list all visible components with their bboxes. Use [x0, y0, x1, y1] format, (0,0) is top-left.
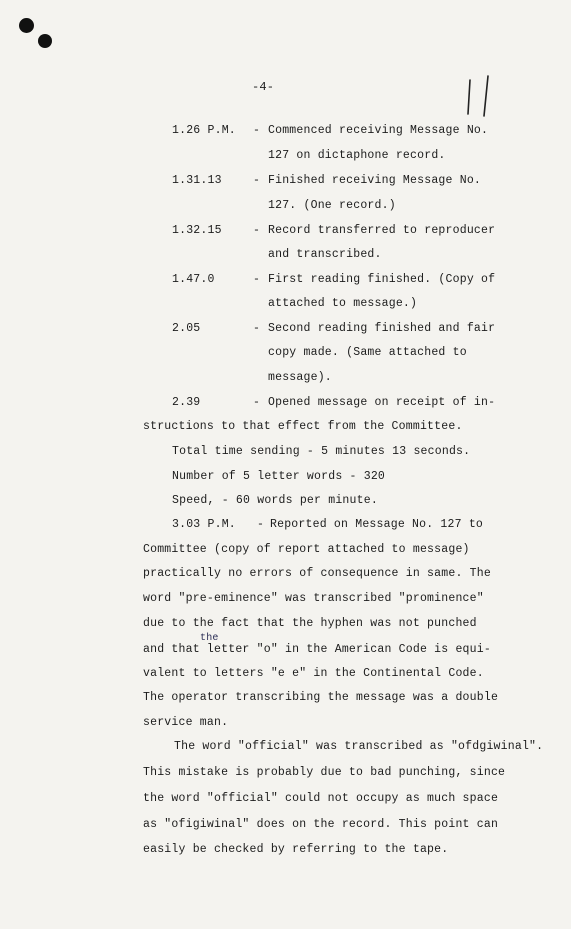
handwritten-insertion: the: [200, 633, 219, 644]
report-line: practically no errors of consequence in same. The: [143, 567, 491, 580]
report-line: valent to letters "e e" in the Continental Code.: [143, 667, 484, 680]
report-line: Reported on Message No. 127 to: [270, 518, 484, 531]
log-line: and transcribed.: [268, 248, 382, 261]
log-time: 2.39: [172, 396, 201, 409]
report-line: word "pre-eminence" was transcribed "prominence": [143, 592, 484, 605]
continuation-line: structions to that effect from the Committee.: [143, 420, 463, 433]
stat-line: Total time sending - 5 minutes 13 seconds.: [172, 445, 471, 458]
closing-line: as "ofigiwinal" does on the record. This point can: [143, 818, 499, 831]
log-line: Commenced receiving Message No.: [268, 124, 489, 137]
handwritten-mark: [462, 72, 502, 122]
closing-line: the word "official" could not occupy as much space: [143, 792, 499, 805]
dash: -: [257, 518, 265, 531]
log-line: 127. (One record.): [268, 199, 396, 212]
dash: -: [253, 273, 261, 286]
stat-line: Number of 5 letter words - 320: [172, 470, 386, 483]
log-line: Second reading finished and fair: [268, 322, 496, 335]
dash: -: [253, 396, 261, 409]
report-line: and that letter "o" in the American Code is equi-: [143, 643, 491, 656]
ink-blot: [38, 34, 52, 48]
log-time: 1.47.0: [172, 273, 215, 286]
dash: -: [253, 224, 261, 237]
report-line: The operator transcribing the message was a double: [143, 691, 499, 704]
log-line: Opened message on receipt of in-: [268, 396, 496, 409]
closing-line: The word "official" was transcribed as "ofdgiwinal".: [174, 740, 544, 753]
log-line: Record transferred to reproducer: [268, 224, 496, 237]
log-line: message).: [268, 371, 332, 384]
report-time: 3.03 P.M.: [172, 518, 236, 531]
log-time: 2.05: [172, 322, 201, 335]
log-time: 1.32.15: [172, 224, 222, 237]
log-time: 1.31.13: [172, 174, 222, 187]
log-line: First reading finished. (Copy of: [268, 273, 496, 286]
stat-line: Speed, - 60 words per minute.: [172, 494, 378, 507]
dash: -: [253, 124, 261, 137]
ink-blot: [19, 18, 34, 33]
log-line: Finished receiving Message No.: [268, 174, 482, 187]
dash: -: [253, 174, 261, 187]
log-line: attached to message.): [268, 297, 418, 310]
log-line: 127 on dictaphone record.: [268, 149, 446, 162]
report-line: service man.: [143, 716, 229, 729]
closing-line: This mistake is probably due to bad punching, since: [143, 766, 506, 779]
log-line: copy made. (Same attached to: [268, 346, 467, 359]
report-line: Committee (copy of report attached to message): [143, 543, 470, 556]
report-line: due to the fact that the hyphen was not punched: [143, 617, 477, 630]
closing-line: easily be checked by referring to the tape.: [143, 843, 449, 856]
log-time: 1.26 P.M.: [172, 124, 236, 137]
page-number: -4-: [252, 80, 275, 94]
dash: -: [253, 322, 261, 335]
